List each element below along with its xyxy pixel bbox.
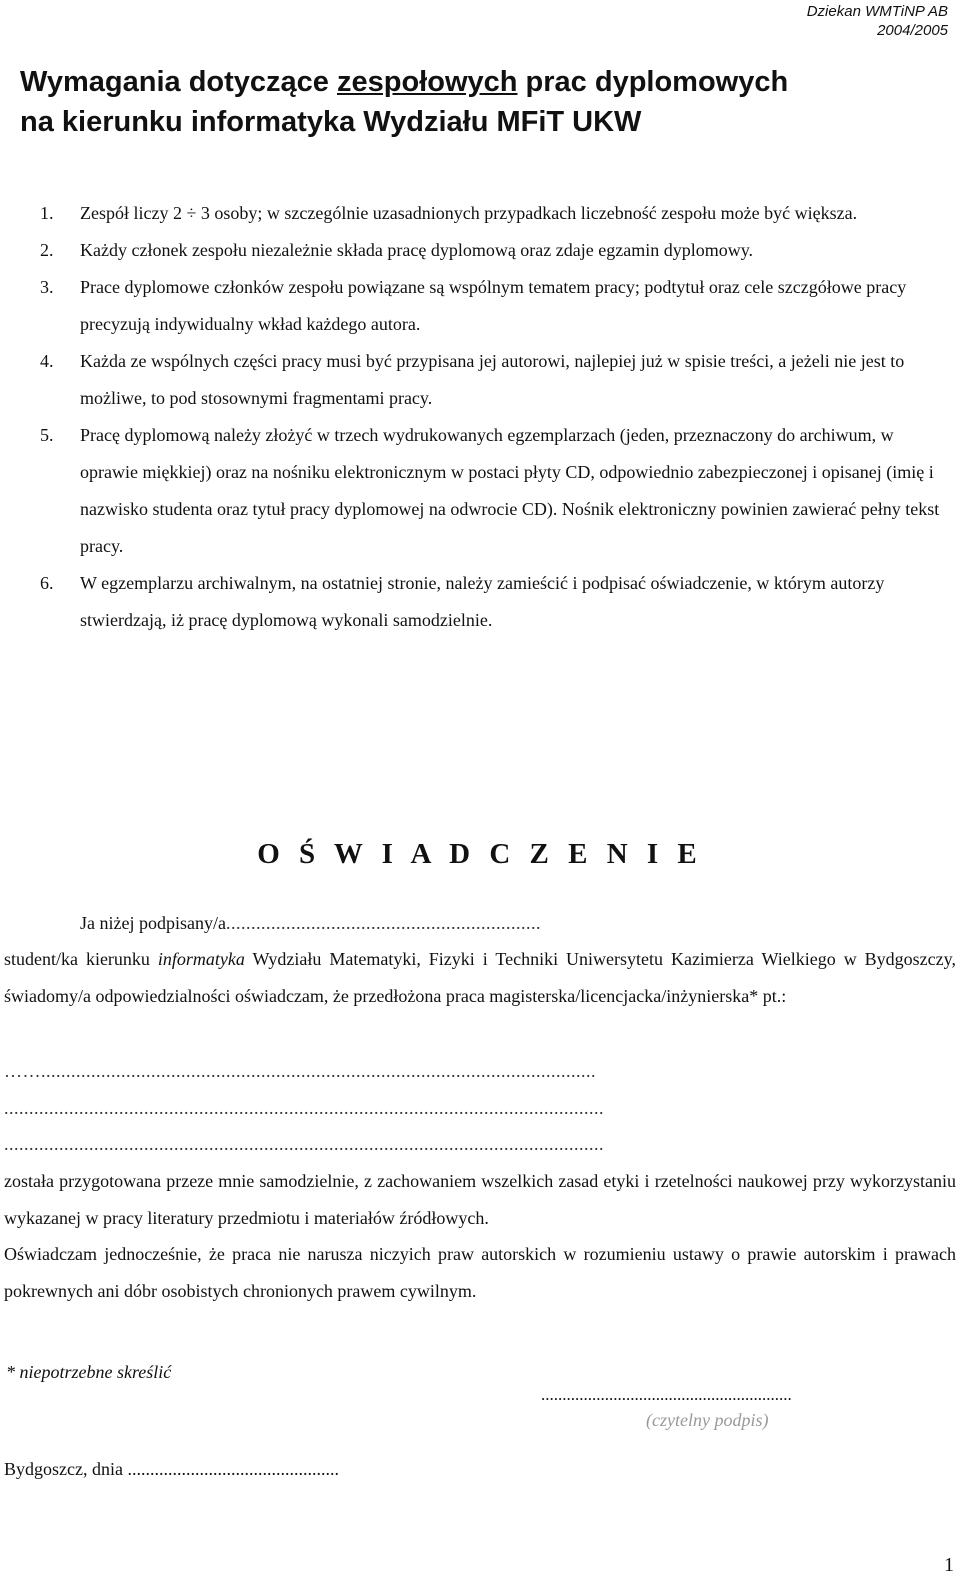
list-item [0,565,960,639]
list-item-text: W egzemplarzu archiwalnym, na ostatniej stronie, należy zamieścić i podpisać oświadczenie, w którym autorzy stwierdzają, iż pracę dyplomową wykonali samodzielnie. [80,573,885,630]
title-dots-line-2: ........................................................................................................................ [4,1098,604,1118]
signed-line [4,905,956,942]
document-header [807,2,948,40]
list-item-number: 6. [40,573,54,593]
title-underlined-word: zespołowych [336,66,518,98]
header-dean: Dziekan WMTiNP AB [806,3,948,20]
list-item-number: 2. [40,240,54,260]
list-item-number: 5. [40,425,54,445]
header-year: 2004/2005 [877,22,948,39]
list-item [0,269,960,343]
title-dots-line-1: ……............................................................................................................... [4,1061,596,1081]
declaration-heading: O Ś W I A D C Z E N I E [257,838,703,870]
student-post: Wydziału Matematyki, Fizyki i Techniki Uniwersytetu Kazimierza Wielkiego w Bydgoszczy, świadomy/a odpowiedzialności oświadczam, że przedłożona praca magisterska/licencjacka/inżynierska* pt.: [4,949,956,1006]
student-pre: student/ka kierunku [4,949,158,969]
list-item-number: 1. [40,203,54,223]
place-date-dots: ............................................... [122,1459,339,1479]
signed-label: Ja niżej podpisany/a [80,913,226,933]
list-item [0,232,960,269]
title-part1: Wymagania dotyczące [20,66,337,98]
place-date-label: Bydgoszcz, dnia [4,1459,123,1479]
list-item [0,343,960,417]
student-paragraph [4,941,956,1015]
page-number: 1 [944,1554,954,1576]
footnote: * niepotrzebne skreślić [6,1362,172,1382]
student-field: informatyka [157,949,245,969]
signed-dots: ............................................................... [225,913,541,933]
list-item-number: 4. [40,351,54,371]
page-title [20,62,950,142]
signature-dots: ........................................................... [541,1385,792,1404]
list-item-text: Każdy członek zespołu niezależnie składa pracę dyplomową oraz zdaje egzamin dyplomowy. [80,240,754,260]
place-date-line [4,1459,339,1480]
list-item-text: Pracę dyplomową należy złożyć w trzech wydrukowanych egzemplarzach (jeden, przeznaczony do archiwum, w oprawie miękkiej) oraz na nośniku elektronicznym w postaci płyty CD, odpowiednio zabezpieczonej i opisanej (imię i nazwisko studenta oraz tytuł pracy dyplomowej na odwrocie CD). Nośnik elektroniczny powinien zawierać pełny tekst pracy. [80,425,940,556]
list-item [0,195,960,232]
list-item-text: Prace dyplomowe członków zespołu powiązane są wspólnym tematem pracy; podtytuł oraz cele szczgółowe pracy precyzują indywidualny wkład każdego autora. [80,277,907,334]
list-item-text: Każda ze wspólnych części pracy musi być przypisana jej autorowi, najlepiej już w spisie treści, a jeżeli nie jest to możliwe, to pod stosownymi fragmentami pracy. [80,351,905,408]
signature-label: (czytelny podpis) [646,1410,769,1430]
title-line2: na kierunku informatyka Wydziału MFiT UKW [20,106,642,138]
declaration-paragraph-2: Oświadczam jednocześnie, że praca nie narusza niczyich praw autorskich w rozumieniu ustawy o prawie autorskim i prawach pokrewnych ani dóbr osobistych chronionych prawem cywilnym. [4,1244,956,1301]
list-item-text: Zespół liczy 2 ÷ 3 osoby; w szczególnie uzasadnionych przypadkach liczebność zespołu może być większa. [80,203,858,223]
title-dots-line-3: ........................................................................................................................ [4,1134,604,1154]
title-part2: prac dyplomowych [517,66,789,98]
declaration-paragraph-1: została przygotowana przeze mnie samodzielnie, z zachowaniem wszelkich zasad etyki i rzetelności naukowej przy wykorzystaniu wykazanej w pracy literatury przedmiotu i materiałów źródłowych. [4,1171,956,1228]
list-item [0,417,960,565]
requirements-list [0,195,960,639]
list-item-number: 3. [40,277,54,297]
